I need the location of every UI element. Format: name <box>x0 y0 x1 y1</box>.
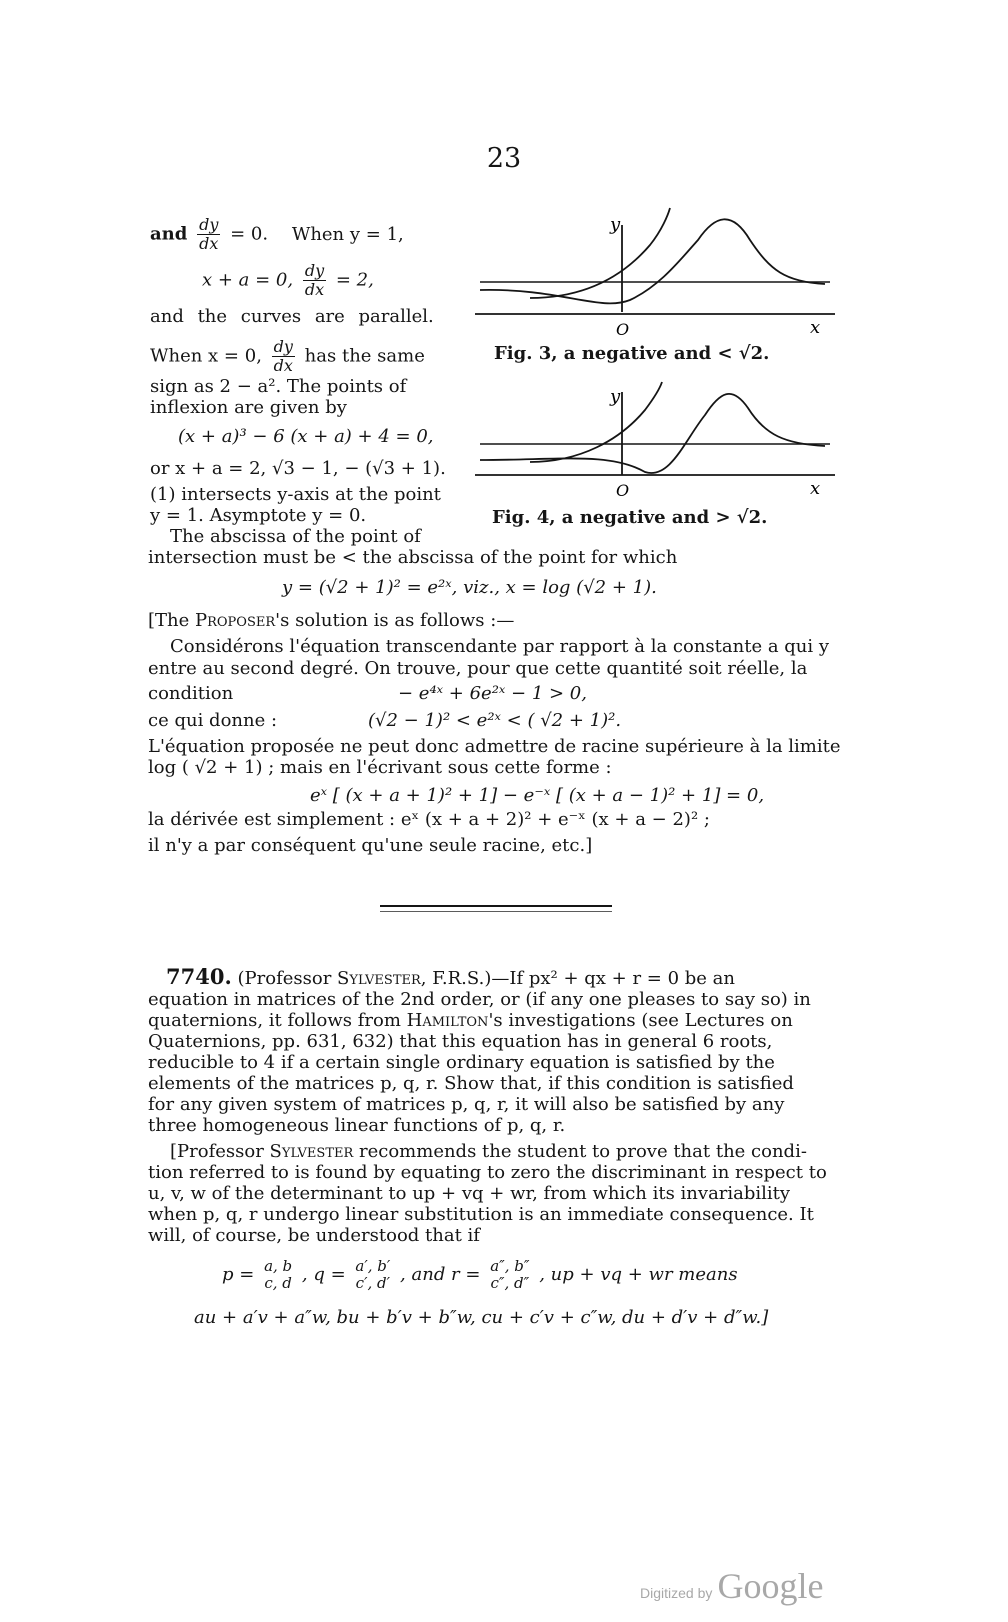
line-6: inflexion are given by <box>150 397 347 418</box>
q7740-line-11: u, v, w of the determinant to up + vq + wr, from which its invariability <box>148 1183 791 1204</box>
matrix-definition-line <box>222 1258 738 1292</box>
fig4-origin-label: O <box>616 481 630 500</box>
q7740-line-2: equation in matrices of the 2nd order, or (if any one pleases to say so) in <box>148 989 811 1010</box>
p-equals: p = <box>222 1264 255 1285</box>
q-p3-b: 's investigations (see Lectures on <box>488 1010 793 1031</box>
inequality-equation: (√2 − 1)² < e²ˣ < ( √2 + 1)². <box>368 710 622 731</box>
line-7: (x + a)³ − 6 (x + a) + 4 = 0, <box>178 426 434 447</box>
fig3-second-curve <box>530 208 670 298</box>
proposer-p6: log ( √2 + 1) ; mais en l'écrivant sous cette forme : <box>148 757 612 778</box>
fig3-graph <box>470 200 840 340</box>
q-p1-a: (Professor <box>237 968 338 989</box>
proposer-p2: entre au second degré. On trouve, pour que cette quantité soit réelle, la <box>148 658 808 679</box>
line-5: sign as 2 − a². The points of <box>150 376 407 397</box>
proposer-p5: L'équation proposée ne peut donc admettre de racine supérieure à la limite <box>148 736 841 757</box>
when-y-1: When y = 1, <box>291 223 404 245</box>
and-word: and <box>150 223 188 245</box>
bracket-open: [The <box>148 610 195 631</box>
matrix-q: a′, b′ c′, d′ <box>355 1257 391 1292</box>
proposer-rest: 's solution is as follows :— <box>275 610 515 631</box>
q7740-line-6: elements of the matrices p, q, r. Show that, if this condition is satisfied <box>148 1073 794 1094</box>
fig4-x-label: x <box>810 478 821 499</box>
line-4 <box>150 338 425 375</box>
google-watermark <box>640 1565 823 1607</box>
q7740-line-7: for any given system of matrices p, q, r, it will also be satisfied by any <box>148 1094 785 1115</box>
fig3-origin-label: O <box>616 320 630 339</box>
line-13: y = (√2 + 1)² = e²ˣ, viz., x = log (√2 + 1). <box>282 577 657 598</box>
derivative-fraction: $\frac{dy}{dx}$ <box>273 337 293 375</box>
q-p3-a: quaternions, it follows from <box>148 1010 407 1031</box>
matrix-r: a″, b″ c″, d″ <box>490 1257 530 1292</box>
q7740-line-1 <box>166 966 735 990</box>
linear-combination-line: au + a′v + a″w, bu + b′v + b″w, cu + c′v + c″w, du + d′v + d″w.] <box>194 1307 769 1328</box>
has-the-same: has the same <box>304 345 425 367</box>
derivative-fraction: $\frac{dy}{dx}$ <box>199 215 219 253</box>
q7740-line-3 <box>148 1010 793 1032</box>
condition-label: condition <box>148 683 234 704</box>
fig4-caption: Fig. 4, a negative and > √2. <box>492 507 768 528</box>
author-name: Sylvester <box>337 968 421 989</box>
x-plus-a: x + a = 0, <box>202 269 294 291</box>
proposer-p1: Considérons l'équation transcendante par rapport à la constante a qui y <box>170 636 830 657</box>
q7740-line-13: will, of course, be understood that if <box>148 1225 480 1246</box>
line-3: and the curves are parallel. <box>150 306 434 327</box>
fig3-curve <box>480 219 825 303</box>
hamilton-name: Hamilton <box>406 1010 489 1031</box>
line-2 <box>202 262 374 299</box>
q7740-line-5: reducible to 4 if a certain single ordinary equation is satisfied by the <box>148 1052 775 1073</box>
when-x-0: When x = 0, <box>150 345 262 367</box>
q7740-line-12: when p, q, r undergo linear substitution is an immediate consequence. It <box>148 1204 814 1225</box>
watermark-prefix: Digitized by <box>640 1585 713 1601</box>
page-number: 23 <box>486 143 522 174</box>
line-8: or x + a = 2, √3 − 1, − (√3 + 1). <box>150 458 446 479</box>
proposer-p3 <box>148 683 233 705</box>
section-divider-thin <box>380 911 612 912</box>
q-equals: , q = <box>301 1264 346 1285</box>
fig4-y-label: y <box>610 386 621 407</box>
google-logo: Google <box>717 1566 824 1606</box>
q7740-line-9 <box>170 1141 807 1163</box>
fig3-y-label: y <box>610 214 621 235</box>
condition-equation: − e⁴ˣ + 6e²ˣ − 1 > 0, <box>398 683 587 704</box>
q7740-line-10: tion referred to is found by equating to zero the discriminant in respect to <box>148 1162 827 1183</box>
q7740-line-8: three homogeneous linear functions of p, q, r. <box>148 1115 566 1136</box>
fig4-second-curve <box>530 382 662 462</box>
q-p9-b: recommends the student to prove that the condi- <box>353 1141 807 1162</box>
derivative-fraction: $\frac{dy}{dx}$ <box>304 261 325 299</box>
line-12: intersection must be < the abscissa of the point for which <box>148 547 678 568</box>
fig4-graph <box>470 380 840 500</box>
fig3-caption: Fig. 3, a negative and < √2. <box>494 343 770 364</box>
eq-zero: = 0. <box>230 223 269 245</box>
matrix-p: a, b c, d <box>264 1257 293 1292</box>
eq-two: = 2, <box>335 269 374 291</box>
proposer-p8: la dérivée est simplement : eˣ (x + a + 2)² + e⁻ˣ (x + a − 2)² ; <box>148 809 710 830</box>
question-number: 7740. <box>166 964 232 989</box>
line-9: (1) intersects y-axis at the point <box>150 484 441 505</box>
proposer-p9: il n'y a par conséquent qu'une seule racine, etc.] <box>148 835 593 856</box>
q7740-line-4: Quaternions, pp. 631, 632) that this equation has in general 6 roots, <box>148 1031 773 1052</box>
line-1 <box>150 216 404 253</box>
transformed-equation: eˣ [ (x + a + 1)² + 1] − e⁻ˣ [ (x + a − 1)² + 1] = 0, <box>310 785 765 806</box>
proposer-name: Proposer <box>195 610 276 631</box>
q-p9-a: [Professor <box>170 1141 270 1162</box>
proposer-intro <box>148 610 514 632</box>
means-clause: , up + vq + wr means <box>539 1264 738 1285</box>
r-equals: , and r = <box>400 1264 481 1285</box>
line-10: y = 1. Asymptote y = 0. <box>150 505 367 526</box>
section-divider <box>380 905 612 907</box>
q-p1-b: , F.R.S.)—If px² + qx + r = 0 be an <box>420 968 735 989</box>
fig3-x-label: x <box>810 317 821 338</box>
proposer-p4: ce qui donne : <box>148 710 278 731</box>
author-name-2: Sylvester <box>269 1141 354 1162</box>
line-11: The abscissa of the point of <box>170 526 421 547</box>
